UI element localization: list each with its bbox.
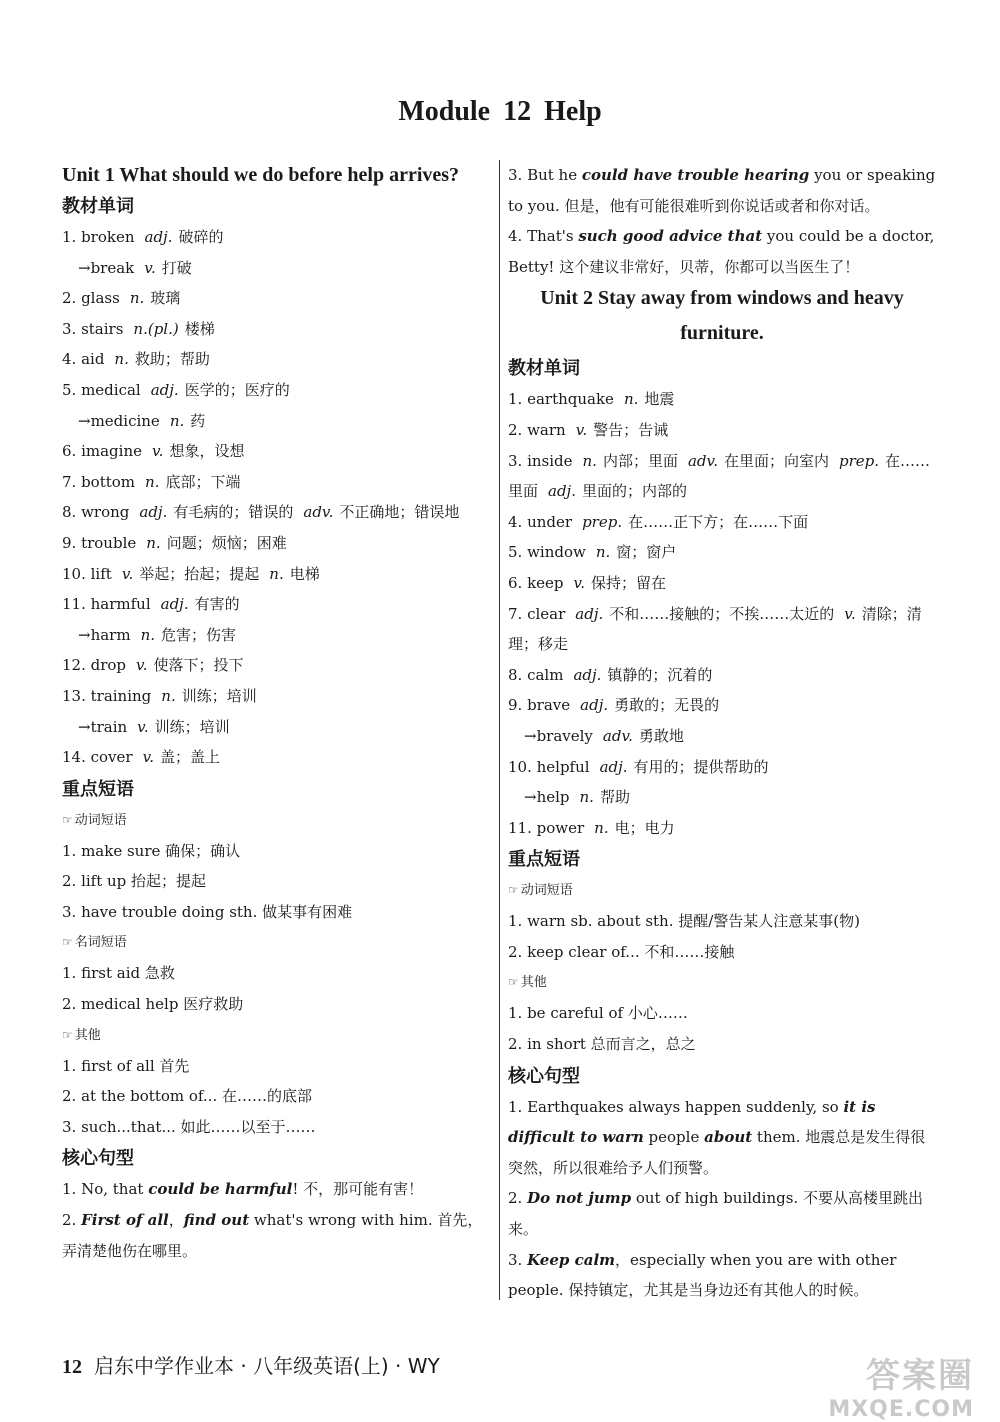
pointing-hand-icon: ☞ [508,883,519,898]
phrase-item: 1. be careful of 小心…… [508,1004,688,1023]
vocab-word: 7. clear [508,604,566,623]
vocab-meaning: 里面的；内部的 [581,482,687,501]
vocab-item [508,446,936,507]
vocab-meaning: 在……正下方；在……下面 [628,512,809,531]
part-of-speech: v. [144,258,156,277]
vocab-word: 1. earthquake [508,390,614,409]
vocab-item [62,712,494,743]
unit1-title: Unit 1 What should we do before help arrives? [62,164,460,186]
right-column [508,160,936,1306]
vocab-word: 2. glass [62,289,120,308]
part-of-speech: n. [594,818,609,837]
vocab-meaning: 问题；烦恼；困难 [166,533,287,552]
vocab-item [508,690,936,721]
vocab-item [508,752,936,783]
vocab-meaning: 警告；告诫 [593,420,669,439]
other-phrases-label: ☞ 其他 [508,975,547,991]
vocab-meaning: 保持；留在 [591,573,667,592]
vocab-meaning: 底部；下端 [165,472,241,491]
part-of-speech: adv. [602,726,633,745]
part-of-speech: adj. [599,757,628,776]
vocab-word: →bravely [524,726,593,745]
vocab-item [62,620,494,651]
verb-phrases-label: ☞ 动词短语 [508,883,573,899]
pointing-hand-icon: ☞ [508,975,519,990]
unit1-sentences-heading: 核心句型 [62,1148,134,1170]
vocab-word: 10. lift [62,564,112,583]
vocab-meaning: 电梯 [289,564,320,583]
unit2-phrases-heading: 重点短语 [508,849,580,871]
part-of-speech: n. [129,289,145,308]
part-of-speech: v. [151,442,164,461]
vocab-meaning: 想象，设想 [169,442,245,461]
vocab-meaning: 不正确地；错误地 [339,503,460,522]
part-of-speech: adj. [139,503,168,522]
column-divider [499,160,500,1300]
part-of-speech: n. [161,686,176,705]
vocab-meaning: 举起；抬起；提起 [139,564,260,583]
part-of-speech: prep. [839,451,880,470]
vocab-meaning: 救助；帮助 [134,350,210,369]
unit1-vocab-heading: 教材单词 [62,196,134,217]
vocab-meaning: 训练；培训 [181,686,257,705]
phrase-item: 3. such...that... 如此……以至于…… [62,1117,316,1136]
vocab-word: 11. power [508,818,585,837]
vocab-item [508,568,936,599]
part-of-speech: v. [573,573,585,592]
vocab-item [62,253,494,284]
vocab-meaning: 在里面；向室内 [723,451,829,470]
vocab-word: 6. keep [508,573,564,592]
vocab-word: 4. under [508,512,573,531]
vocab-word: 8. calm [508,665,564,684]
sentence-item: 3. But he could have trouble hearing you or speaking to you. 但是，他有可能很难听到你说话或者和你对话。 [508,166,936,215]
module-title: Module 12 Help [398,96,602,127]
sentence-item: 2. Do not jump out of high buildings. 不要从高楼里跳出来。 [508,1189,923,1239]
part-of-speech: adj. [573,665,602,684]
phrase-item: 1. make sure 确保；确认 [62,841,241,860]
vocab-word: →break [78,258,135,277]
part-of-speech: adv. [303,503,334,522]
unit2-vocab-heading: 教材单词 [508,358,580,380]
sentence-item: 2. First of all，find out what's wrong with him. 首先，弄清楚他伤在哪里。 [62,1211,483,1260]
vocab-meaning: 玻璃 [150,289,181,308]
part-of-speech: n. [595,543,611,562]
phrase-item: 1. first aid 急救 [62,964,175,983]
other-phrases-label: ☞ 其他 [62,1027,101,1043]
vocab-item [62,375,494,406]
vocab-item [62,589,494,620]
unit1-phrases-heading: 重点短语 [62,778,134,800]
vocab-item [508,813,936,844]
page-footer [62,1350,440,1379]
vocab-item [62,650,494,681]
part-of-speech: adj. [575,604,604,623]
vocab-meaning: 镇静的；沉着的 [607,665,713,684]
part-of-speech: n. [114,350,129,369]
vocab-item [62,344,494,375]
vocab-word: 11. harmful [62,595,151,614]
vocab-word: 10. helpful [508,757,590,776]
vocab-word: 4. aid [62,350,105,369]
vocab-item [508,782,936,813]
phrase-item: 2. at the bottom of... 在……的底部 [62,1087,312,1106]
unit2-vocab-list [508,384,936,843]
part-of-speech: v. [136,656,148,675]
vocab-item [62,406,494,437]
part-of-speech: n. [146,533,161,552]
vocab-meaning: 窗；窗户 [616,543,677,562]
watermark-logo: 答案圈 MXQE.COM [828,1356,974,1422]
vocab-word: →help [524,788,570,807]
pointing-hand-icon: ☞ [62,935,73,950]
noun-phrases-label: ☞ 名词短语 [62,935,127,951]
page-number: 12 [62,1356,82,1378]
part-of-speech: n. [169,411,185,430]
vocab-item [508,660,936,691]
phrase-item: 3. have trouble doing sth. 做某事有困难 [62,902,353,921]
vocab-item [62,497,494,528]
vocab-item [508,599,936,660]
vocab-word: 3. stairs [62,319,124,338]
part-of-speech: n. [582,451,597,470]
vocab-meaning: 地震 [644,390,675,409]
vocab-word: 9. brave [508,696,571,715]
pointing-hand-icon: ☞ [62,1027,73,1042]
phrase-item: 2. medical help 医疗救助 [62,995,244,1014]
unit2-title: Unit 2 Stay away from windows and heavy furniture. [540,287,904,345]
part-of-speech: n. [269,564,284,583]
sentence-item: 1. Earthquakes always happen suddenly, so it is difficult to warn people about them. 地震总是发生得很突然，所以很难给予人们预警。 [508,1097,926,1177]
vocab-meaning: 训练；培训 [154,717,230,736]
vocab-word: 8. wrong [62,503,130,522]
vocab-meaning: 楼梯 [184,319,215,338]
vocab-meaning: 药 [190,411,206,430]
part-of-speech: adj. [144,228,173,246]
vocab-meaning: 医学的；医疗的 [184,380,290,399]
part-of-speech: prep. [582,512,623,531]
vocab-meaning: 电；电力 [614,818,675,837]
vocab-word: 12. drop [62,656,127,675]
vocab-meaning: 内部；里面 [602,451,678,470]
vocab-item [62,559,494,590]
vocab-item [508,507,936,538]
vocab-meaning: 打破 [161,258,192,277]
vocab-meaning: 清除；清理；移走 [508,604,922,654]
part-of-speech: v. [142,748,155,767]
vocab-meaning: 有用的；提供帮助的 [633,757,769,776]
vocab-item [62,467,494,498]
pointing-hand-icon: ☞ [62,812,73,827]
phrase-item: 2. in short 总而言之，总之 [508,1035,696,1054]
vocab-meaning: 勇敢地 [638,726,684,745]
part-of-speech: v. [121,564,134,583]
unit1-vocab-list [62,222,494,773]
part-of-speech: n.(pl.) [133,319,179,338]
part-of-speech: adj. [160,595,189,614]
vocab-word: →medicine [78,411,160,430]
vocab-word: →harm [78,625,131,644]
vocab-word: →train [78,717,128,736]
vocab-word: 14. cover [62,748,133,767]
vocab-item [62,314,494,345]
part-of-speech: n. [145,472,160,491]
vocab-word: 7. bottom [62,472,136,491]
vocab-word: 3. inside [508,451,573,470]
vocab-word: 5. window [508,543,586,562]
vocab-meaning: 危害；伤害 [161,625,237,644]
verb-phrases-label: ☞ 动词短语 [62,812,127,828]
vocab-item [62,528,494,559]
sentence-item: 3. Keep calm，especially when you are with other people. 保持镇定，尤其是当身边还有其他人的时候。 [508,1250,897,1300]
book-title: 启东中学作业本 · 八年级英语(上) · WY [94,1354,440,1378]
part-of-speech: n. [579,788,594,807]
part-of-speech: v. [137,717,149,736]
part-of-speech: adv. [687,451,718,470]
phrase-item: 2. keep clear of... 不和……接触 [508,942,735,961]
vocab-item [62,283,494,314]
vocab-word: 6. imagine [62,442,142,461]
vocab-meaning: 不和……接触的；不挨……太近的 [609,604,835,623]
vocab-item [62,222,494,253]
vocab-word: 5. medical [62,380,141,399]
sentence-item: 1. No, that could be harmful! 不，那可能有害！ [62,1180,424,1199]
vocab-item [508,415,936,446]
vocab-item [62,742,494,773]
unit2-sentences-heading: 核心句型 [508,1065,580,1087]
vocab-item [508,537,936,568]
part-of-speech: v. [844,604,856,623]
vocab-meaning: 盖；盖上 [160,748,221,767]
part-of-speech: n. [623,390,639,409]
left-column [62,160,494,1266]
vocab-meaning: 破碎的 [178,228,224,246]
vocab-item [62,681,494,712]
vocab-word: 2. warn [508,420,566,439]
phrase-item: 1. first of all 首先 [62,1056,190,1075]
vocab-item [62,436,494,467]
part-of-speech: v. [575,420,588,439]
part-of-speech: n. [140,625,156,644]
vocab-word: 9. trouble [62,533,137,552]
phrase-item: 1. warn sb. about sth. 提醒/警告某人注意某事(物) [508,912,861,931]
sentence-item: 4. That's such good advice that you could be a doctor, Betty! 这个建议非常好，贝蒂，你都可以当医生了！ [508,227,935,276]
vocab-item [508,384,936,415]
part-of-speech: adj. [548,482,576,501]
vocab-meaning: 勇敢的；无畏的 [614,696,720,715]
vocab-meaning: 使落下；投下 [153,656,244,675]
vocab-word: 13. training [62,686,152,705]
part-of-speech: adj. [580,696,609,715]
phrase-item: 2. lift up 抬起；提起 [62,872,207,891]
vocab-meaning: 帮助 [599,788,630,807]
vocab-meaning: 有害的 [194,595,240,614]
vocab-meaning: 在……里面 [508,451,931,501]
vocab-item [508,721,936,752]
vocab-word: 1. broken [62,228,135,246]
part-of-speech: adj. [150,380,179,399]
vocab-meaning: 有毛病的；错误的 [173,503,294,522]
